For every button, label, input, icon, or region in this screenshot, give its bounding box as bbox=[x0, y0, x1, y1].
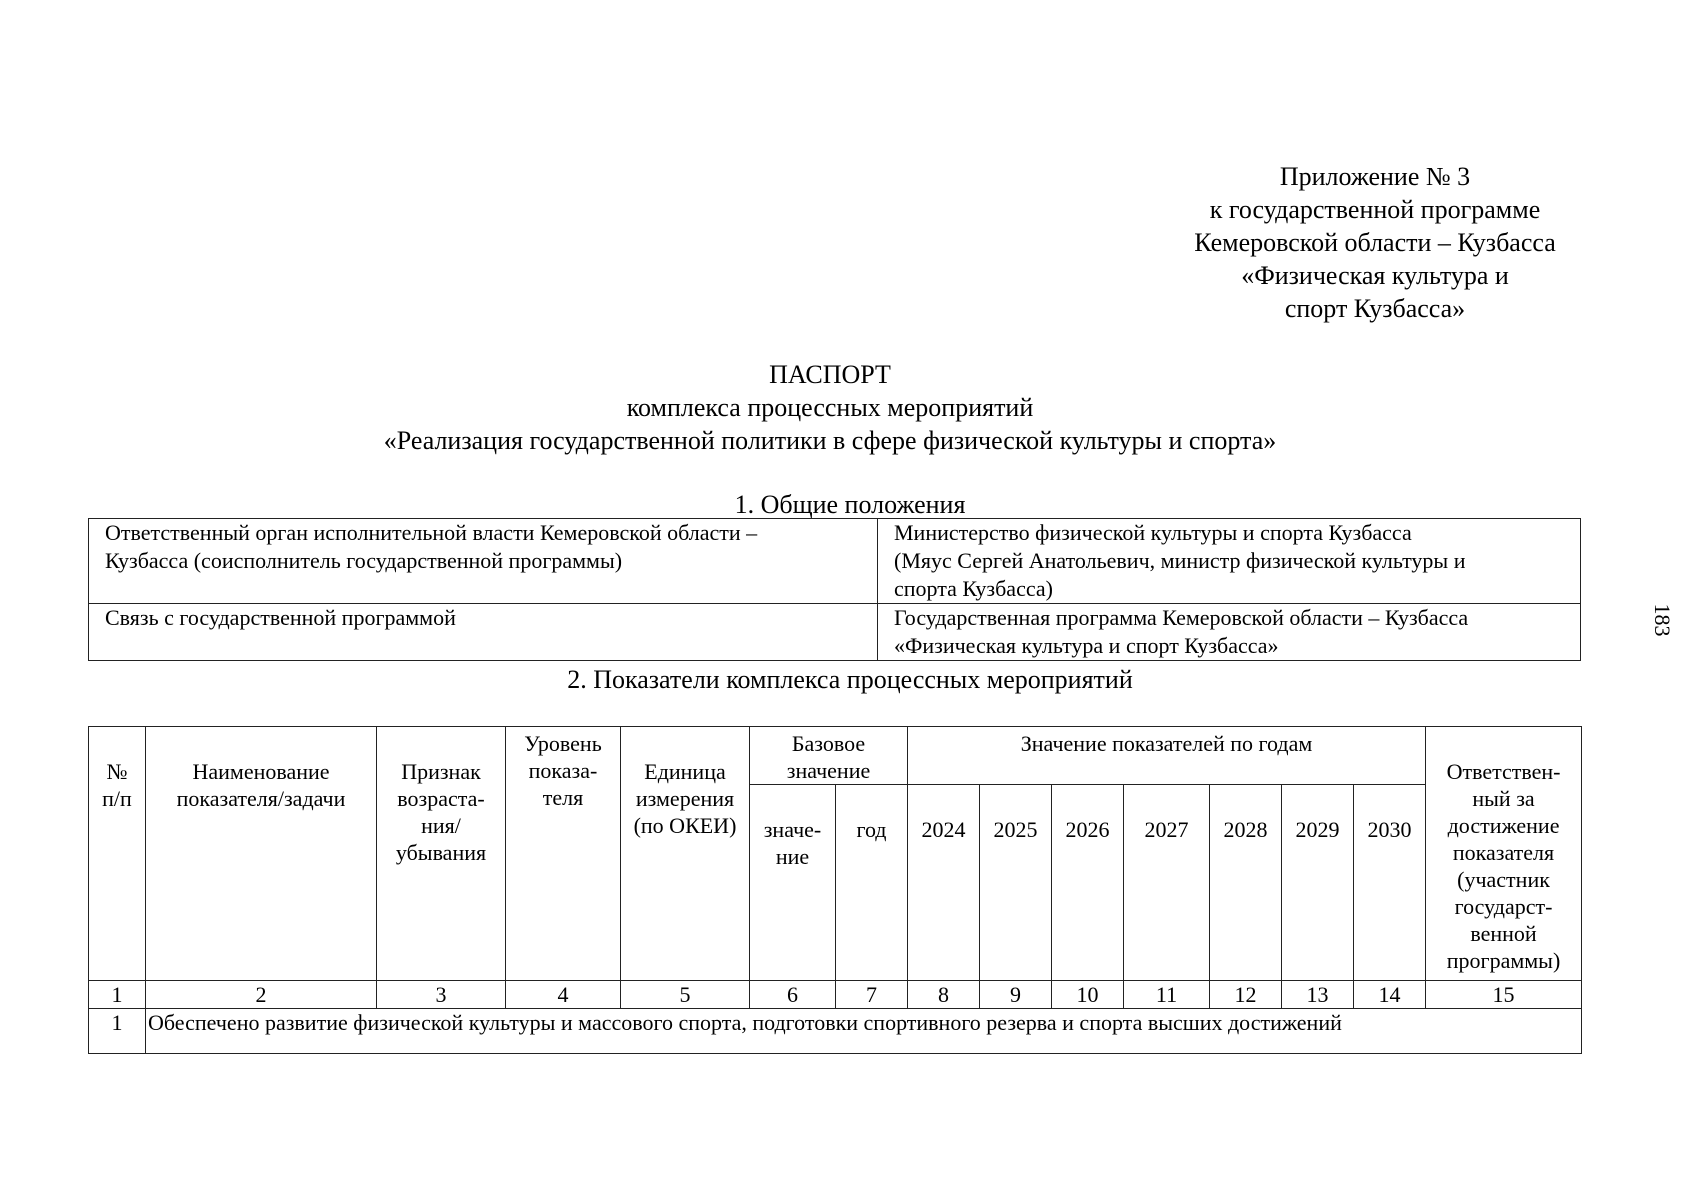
header-no bbox=[89, 727, 146, 981]
header-responsible bbox=[1426, 727, 1582, 981]
header-line: государст- bbox=[1454, 894, 1553, 919]
header-line: 2026 bbox=[1065, 817, 1110, 842]
header-line: 2024 bbox=[921, 817, 966, 842]
header-line: год bbox=[856, 817, 887, 842]
header-line: 2030 bbox=[1367, 817, 1412, 842]
header-line: показа- bbox=[528, 758, 598, 783]
header-line: убывания bbox=[395, 840, 487, 865]
column-number: 2 bbox=[146, 981, 377, 1009]
cell-line: (Мяус Сергей Анатольевич, министр физической культуры и bbox=[894, 548, 1466, 573]
column-number: 9 bbox=[980, 981, 1052, 1009]
header-line: Наименование bbox=[192, 759, 330, 784]
header-year bbox=[1124, 785, 1210, 981]
passport-title bbox=[300, 358, 1360, 457]
table-row bbox=[89, 519, 1581, 604]
cell-line: «Физическая культура и спорт Кузбасса» bbox=[894, 633, 1279, 658]
cell-line: спорта Кузбасса) bbox=[894, 576, 1053, 601]
header-line: теля bbox=[542, 785, 584, 810]
passport-heading: ПАСПОРТ bbox=[769, 360, 891, 389]
column-number: 7 bbox=[836, 981, 908, 1009]
column-number-row bbox=[89, 981, 1582, 1009]
passport-subtitle: комплекса процессных мероприятий bbox=[626, 393, 1034, 422]
column-number: 10 bbox=[1052, 981, 1124, 1009]
section-2-heading: 2. Показатели комплекса процессных мероприятий bbox=[567, 665, 1133, 694]
column-number: 4 bbox=[506, 981, 621, 1009]
column-number: 8 bbox=[908, 981, 980, 1009]
header-line: Единица bbox=[644, 759, 726, 784]
section-1-heading: 1. Общие положения bbox=[734, 490, 966, 519]
column-number: 12 bbox=[1210, 981, 1282, 1009]
header-line: 2028 bbox=[1223, 817, 1268, 842]
header-line: значе- bbox=[763, 817, 822, 842]
general-provisions-table bbox=[88, 518, 1581, 661]
cell-line: Кузбасса (соисполнитель государственной программы) bbox=[105, 548, 623, 573]
header-year bbox=[1354, 785, 1426, 981]
header-year bbox=[1052, 785, 1124, 981]
cell-line: Государственная программа Кемеровской области – Кузбасса bbox=[894, 605, 1469, 630]
header-row bbox=[89, 727, 1582, 785]
header-line: ние bbox=[775, 844, 810, 869]
header-line: достижение bbox=[1447, 813, 1560, 838]
page-number: 183 bbox=[1649, 603, 1675, 637]
page-number-wrapper bbox=[1640, 580, 1680, 660]
header-unit bbox=[621, 727, 750, 981]
table-row bbox=[89, 1009, 1582, 1054]
header-line: ный за bbox=[1472, 786, 1535, 811]
header-base-value-year bbox=[836, 785, 908, 981]
header-year bbox=[1282, 785, 1354, 981]
header-line: № bbox=[106, 759, 128, 784]
table-cell-value bbox=[878, 604, 1581, 661]
header-line: значение bbox=[786, 758, 871, 783]
passport-program-name: «Реализация государственной политики в сфере физической культуры и спорта» bbox=[383, 426, 1277, 455]
header-line: п/п bbox=[102, 786, 132, 811]
header-line: 2029 bbox=[1295, 817, 1340, 842]
column-number: 15 bbox=[1426, 981, 1582, 1009]
task-cell: Обеспечено развитие физической культуры и массового спорта, подготовки спортивного резерва и спорта высших достижений bbox=[146, 1009, 1582, 1054]
cell-line: Министерство физической культуры и спорта Кузбасса bbox=[894, 520, 1412, 545]
header-line: измерения bbox=[635, 786, 735, 811]
column-number: 14 bbox=[1354, 981, 1426, 1009]
header-trend bbox=[377, 727, 506, 981]
header-level bbox=[506, 727, 621, 981]
header-line: показателя bbox=[1452, 840, 1555, 865]
appendix-block bbox=[1160, 160, 1590, 325]
header-base-value bbox=[750, 727, 908, 785]
cell-line: Связь с государственной программой bbox=[105, 605, 456, 630]
header-line: венной bbox=[1470, 921, 1537, 946]
header-line: Ответствен- bbox=[1446, 759, 1561, 784]
appendix-line: к государственной программе bbox=[1209, 195, 1541, 224]
appendix-line: спорт Кузбасса» bbox=[1284, 294, 1466, 323]
cell-line: Ответственный орган исполнительной власти Кемеровской области – bbox=[105, 520, 758, 545]
appendix-line: «Физическая культура и bbox=[1241, 261, 1509, 290]
table-cell-label bbox=[89, 604, 878, 661]
column-number: 3 bbox=[377, 981, 506, 1009]
column-number: 11 bbox=[1124, 981, 1210, 1009]
column-number: 5 bbox=[621, 981, 750, 1009]
appendix-line: Приложение № 3 bbox=[1279, 162, 1471, 191]
header-line: ния/ bbox=[421, 813, 461, 838]
table-cell-label bbox=[89, 519, 878, 604]
header-line: Уровень bbox=[524, 731, 602, 756]
header-line: возраста- bbox=[397, 786, 485, 811]
header-line: Базовое bbox=[791, 731, 866, 756]
header-line: Значение показателей по годам bbox=[1020, 731, 1313, 756]
header-line: (по ОКЕИ) bbox=[633, 813, 737, 838]
header-indicator-name bbox=[146, 727, 377, 981]
header-line: показателя/задачи bbox=[176, 786, 346, 811]
table-row bbox=[89, 604, 1581, 661]
column-number: 13 bbox=[1282, 981, 1354, 1009]
header-line: 2025 bbox=[993, 817, 1038, 842]
header-line: программы) bbox=[1446, 948, 1561, 973]
row-number: 1 bbox=[89, 1009, 146, 1054]
column-number: 6 bbox=[750, 981, 836, 1009]
header-base-value-value bbox=[750, 785, 836, 981]
header-year bbox=[1210, 785, 1282, 981]
header-years-group bbox=[908, 727, 1426, 785]
header-line: (участник bbox=[1457, 867, 1550, 892]
indicators-table bbox=[88, 726, 1582, 1054]
appendix-line: Кемеровской области – Кузбасса bbox=[1194, 228, 1556, 257]
header-year bbox=[908, 785, 980, 981]
header-line: Признак bbox=[401, 759, 481, 784]
column-number: 1 bbox=[89, 981, 146, 1009]
header-line: 2027 bbox=[1144, 817, 1189, 842]
header-year bbox=[980, 785, 1052, 981]
table-cell-value bbox=[878, 519, 1581, 604]
